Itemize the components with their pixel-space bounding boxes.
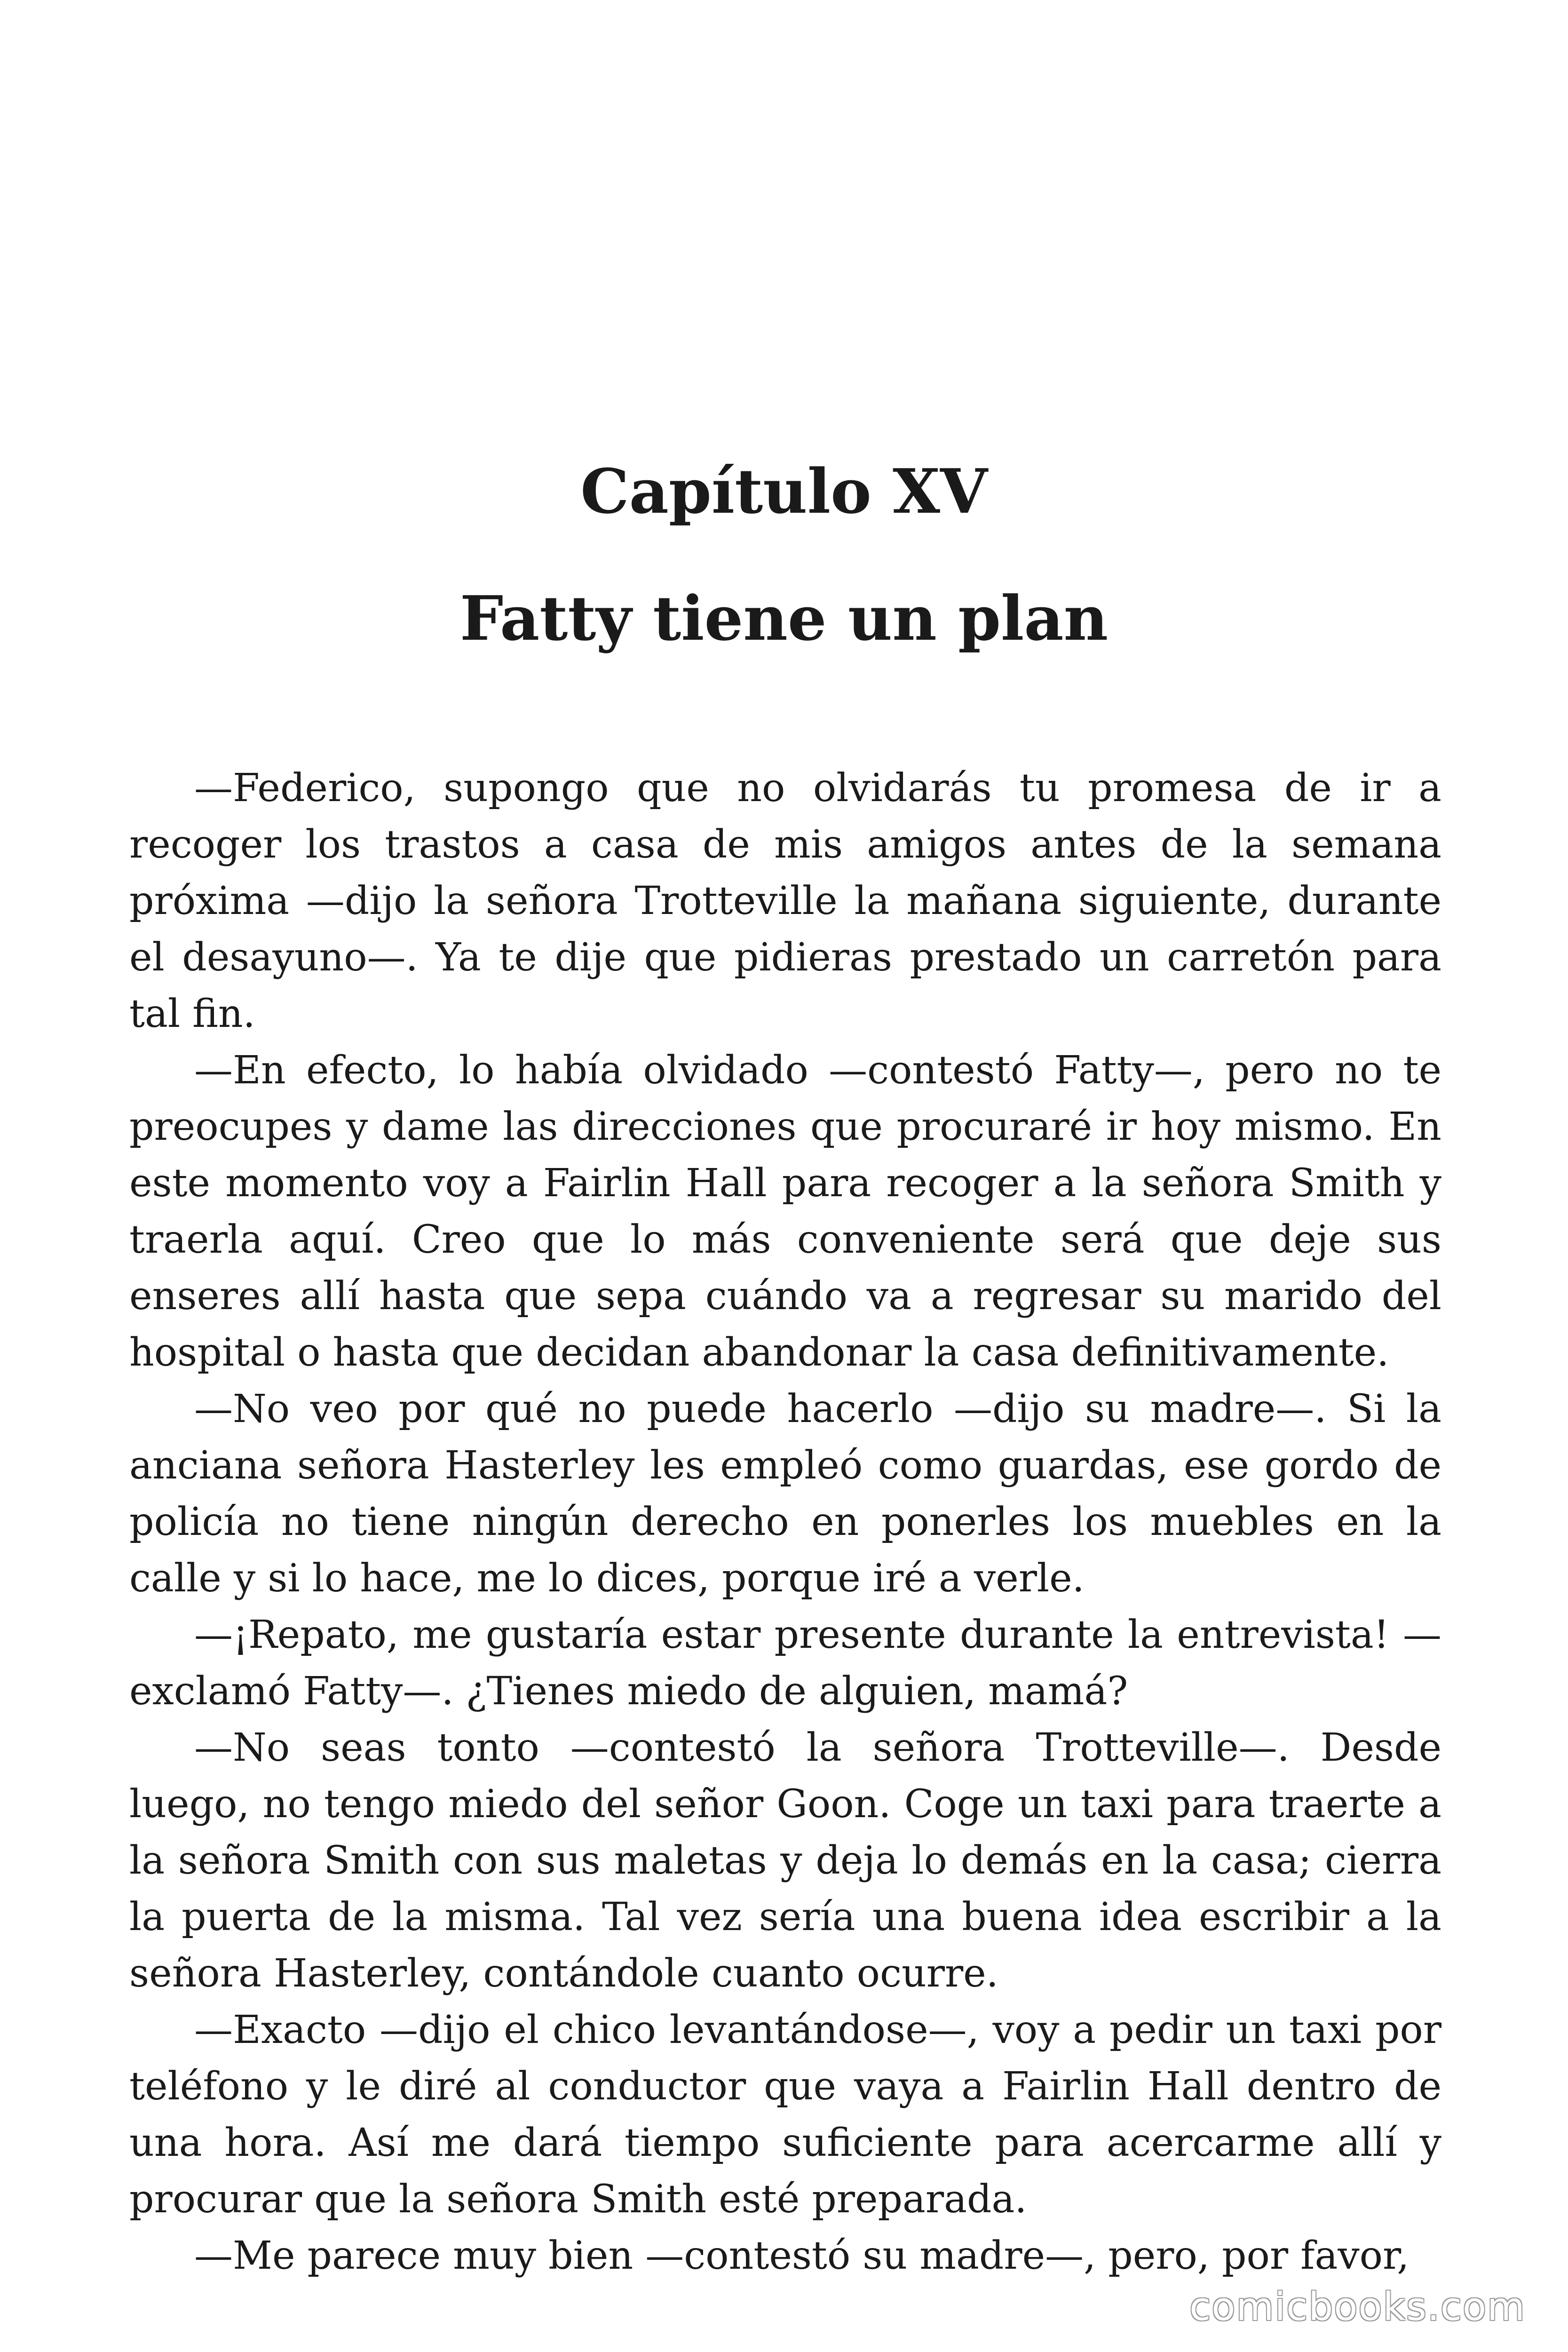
paragraph: —Exacto —dijo el chico levantándose—, voy a pedir un taxi por teléfono y le diré al conductor que vaya a Fairlin Hall dentro de una hora. Así me dará tiempo suficiente para acercarme allí y procurar que la señora Smith esté preparada. bbox=[129, 2008, 1441, 2222]
paragraph: —En efecto, lo había olvidado —contestó Fatty—, pero no te preocupes y dame las direcciones que procuraré ir hoy mismo. En este momento voy a Fairlin Hall para recoger a la señora Smith y traerla aquí. Creo que lo más conveniente será que deje sus enseres allí hasta que sepa cuándo va a regresar su marido del hospital o hasta que decidan abandonar la casa definitivamente. bbox=[129, 1048, 1441, 1375]
paragraph: —Me parece muy bien —contestó su madre—, pero, por favor, bbox=[194, 2233, 1410, 2278]
body-text bbox=[129, 760, 1441, 2284]
watermark: comicbooks.com bbox=[1189, 2285, 1526, 2329]
paragraph: —No seas tonto —contestó la señora Trotteville—. Desde luego, no tengo miedo del señor Goon. Coge un taxi para traerte a la señora Smith con sus maletas y deja lo demás en la casa; cierra la puerta de la misma. Tal vez sería una buena idea escribir a la señora Hasterley, contándole cuanto ocurre. bbox=[129, 1725, 1441, 1996]
chapter-number: Capítulo XV bbox=[580, 455, 988, 527]
paragraph: —No veo por qué no puede hacerlo —dijo su madre—. Si la anciana señora Hasterley les empleó como guardas, ese gordo de policía no tiene ningún derecho en ponerles los muebles en la calle y si lo hace, me lo dices, porque iré a verle. bbox=[129, 1387, 1441, 1601]
paragraph: —Federico, supongo que no olvidarás tu promesa de ir a recoger los trastos a casa de mis amigos antes de la semana próxima —dijo la señora Trotteville la mañana siguiente, durante el desayuno—. Ya te dije que pidieras prestado un carretón para tal fin. bbox=[129, 766, 1441, 1036]
chapter-title: Fatty tiene un plan bbox=[459, 582, 1109, 654]
paragraph: —¡Repato, me gustaría estar presente durante la entrevista! —exclamó Fatty—. ¿Tienes miedo de alguien, mamá? bbox=[129, 1613, 1441, 1714]
